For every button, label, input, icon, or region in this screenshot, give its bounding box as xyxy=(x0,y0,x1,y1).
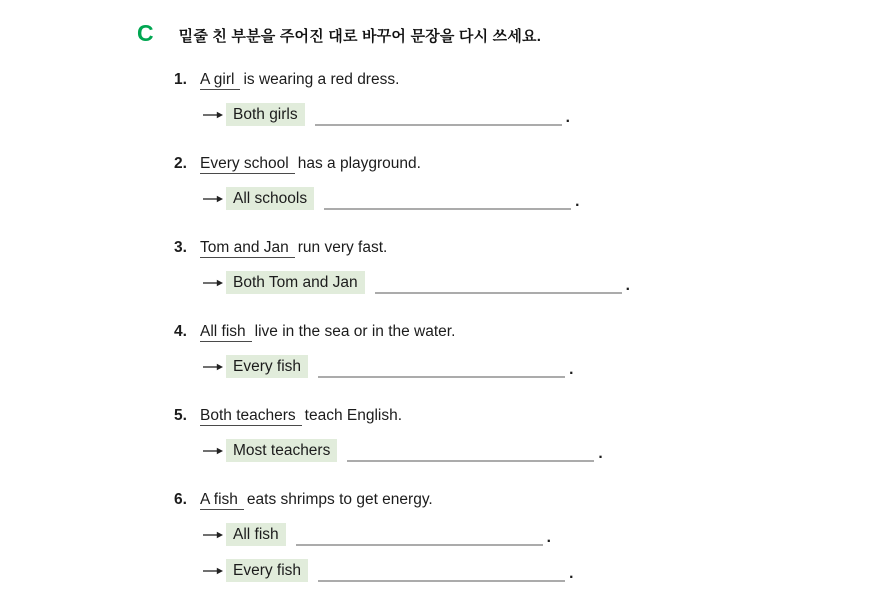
answer-blank-line xyxy=(375,271,622,294)
exercise-item xyxy=(174,70,630,126)
exercise-item xyxy=(174,322,630,378)
answer-row xyxy=(203,355,630,378)
section-letter: C xyxy=(137,20,154,46)
sentence xyxy=(174,406,630,425)
answer-prompt-highlight: Both girls xyxy=(226,103,305,126)
answer-blank-line xyxy=(347,439,594,462)
sentence-rest: has a playground. xyxy=(297,155,421,172)
answer-blank-line xyxy=(296,523,543,546)
long-right-arrow-icon xyxy=(203,446,223,456)
answer-row xyxy=(203,187,630,210)
answer-prompt-highlight: All schools xyxy=(226,187,314,210)
sentence-rest: teach English. xyxy=(304,407,403,424)
answer-prompt-highlight: Every fish xyxy=(226,559,308,582)
exercise-item xyxy=(174,406,630,462)
answer-blank-line xyxy=(324,187,571,210)
sentence xyxy=(174,70,630,89)
underlined-phrase: Tom and Jan xyxy=(200,239,295,258)
answer-row xyxy=(203,559,630,582)
answer-row xyxy=(203,523,630,546)
sentence xyxy=(174,238,630,257)
answer-blank-line xyxy=(315,103,562,126)
answer-period: . xyxy=(575,193,580,210)
answer-prompt-highlight: Both Tom and Jan xyxy=(226,271,365,294)
exercise-list xyxy=(174,70,630,610)
item-number: 2. xyxy=(174,155,187,172)
item-number: 3. xyxy=(174,239,187,256)
answer-period: . xyxy=(625,277,630,294)
answer-row xyxy=(203,439,630,462)
sentence-rest: live in the sea or in the water. xyxy=(254,323,456,340)
long-right-arrow-icon xyxy=(203,278,223,288)
sentence xyxy=(174,154,630,173)
exercise-item xyxy=(174,490,630,582)
item-number: 6. xyxy=(174,491,187,508)
answer-blank-line xyxy=(318,355,565,378)
long-right-arrow-icon xyxy=(203,362,223,372)
exercise-item xyxy=(174,154,630,210)
item-number: 1. xyxy=(174,71,187,88)
sentence-rest: eats shrimps to get energy. xyxy=(246,491,433,508)
long-right-arrow-icon xyxy=(203,110,223,120)
item-number: 5. xyxy=(174,407,187,424)
answer-period: . xyxy=(565,109,570,126)
sentence-rest: run very fast. xyxy=(297,239,388,256)
instruction-text: 밑줄 친 부분을 주어진 대로 바꾸어 문장을 다시 쓰세요. xyxy=(178,28,542,45)
answer-blank-line xyxy=(318,559,565,582)
exercise-item xyxy=(174,238,630,294)
sentence-rest: is wearing a red dress. xyxy=(243,71,400,88)
item-number: 4. xyxy=(174,323,187,340)
underlined-phrase: Both teachers xyxy=(200,407,302,426)
long-right-arrow-icon xyxy=(203,530,223,540)
long-right-arrow-icon xyxy=(203,566,223,576)
answer-row xyxy=(203,103,630,126)
answer-prompt-highlight: Every fish xyxy=(226,355,308,378)
underlined-phrase: Every school xyxy=(200,155,295,174)
underlined-phrase: A girl xyxy=(200,71,240,90)
answer-row xyxy=(203,271,630,294)
section-header xyxy=(137,21,541,46)
answer-period: . xyxy=(569,361,574,378)
answer-period: . xyxy=(569,565,574,582)
answer-period: . xyxy=(598,445,603,462)
answer-period: . xyxy=(546,529,551,546)
underlined-phrase: A fish xyxy=(200,491,244,510)
answer-prompt-highlight: All fish xyxy=(226,523,286,546)
long-right-arrow-icon xyxy=(203,194,223,204)
underlined-phrase: All fish xyxy=(200,323,252,342)
answer-prompt-highlight: Most teachers xyxy=(226,439,337,462)
sentence xyxy=(174,490,630,509)
sentence xyxy=(174,322,630,341)
